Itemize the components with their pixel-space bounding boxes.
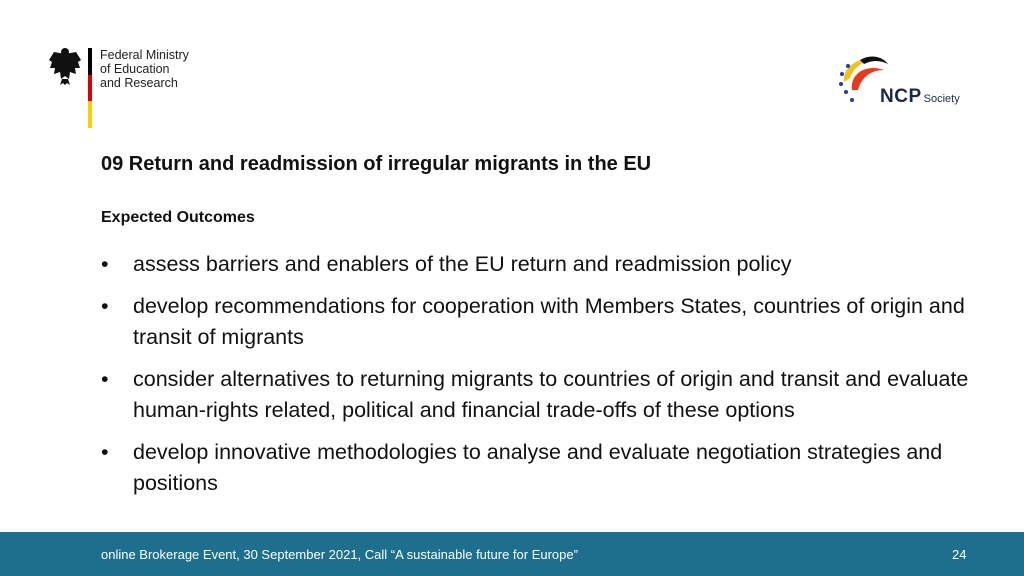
slide-subtitle: Expected Outcomes: [101, 209, 255, 226]
bullet-symbol: •: [101, 252, 109, 276]
list-item-text: consider alternatives to returning migrants to countries of origin and transit and evaluate human-rights related, political and financial trade-offs of these options: [133, 367, 969, 422]
ministry-line: and Research: [100, 76, 178, 90]
list-item-text: develop innovative methodologies to analyse and evaluate negotiation strategies and positions: [133, 440, 943, 495]
outcomes-list: [101, 249, 981, 510]
list-item: [101, 437, 981, 499]
page-number: 24: [952, 547, 967, 562]
bmbf-logo: [48, 44, 208, 130]
list-item-text: assess barriers and enablers of the EU return and readmission policy: [133, 252, 792, 276]
footer-bar: [0, 532, 1024, 576]
list-item: [101, 364, 981, 426]
flag-stripe-black: [88, 48, 92, 75]
ministry-name: [100, 48, 210, 90]
flag-stripe-gold: [88, 101, 92, 128]
ncp-main-text: NCP: [880, 86, 922, 107]
list-item: [101, 249, 981, 280]
ministry-line: Federal Ministry: [100, 48, 189, 62]
federal-eagle-icon: [48, 46, 82, 86]
ncp-society-logo: [836, 50, 968, 112]
slide-title: 09 Return and readmission of irregular migrants in the EU: [101, 153, 652, 175]
bullet-symbol: •: [101, 367, 109, 391]
ncp-suffix-text: Society: [923, 93, 960, 105]
list-item-text: develop recommendations for cooperation with Members States, countries of origin and transit of migrants: [133, 294, 965, 349]
ncp-wordmark: [880, 86, 960, 108]
bullet-symbol: •: [101, 294, 109, 318]
ministry-line: of Education: [100, 62, 170, 76]
footer-event-text: online Brokerage Event, 30 September 2021, Call “A sustainable future for Europe”: [101, 547, 578, 562]
list-item: [101, 291, 981, 353]
flag-stripe-red: [88, 75, 92, 102]
bullet-symbol: •: [101, 440, 109, 464]
german-flag-bar: [88, 48, 92, 128]
